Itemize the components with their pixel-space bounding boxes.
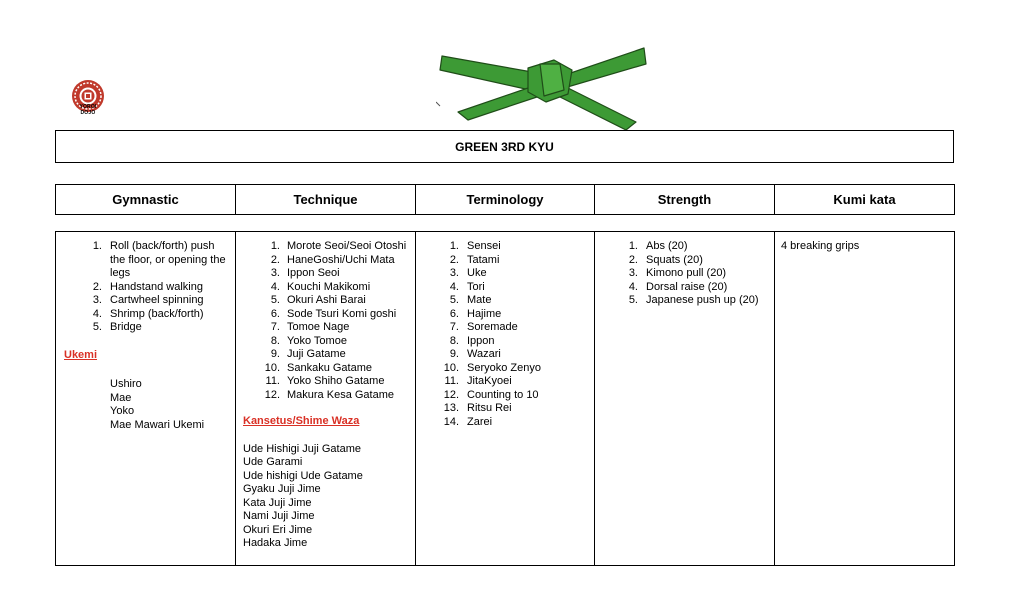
- list-item: 9. Wazari: [449, 348, 501, 360]
- title-box: [55, 130, 954, 163]
- list-item: 5. Bridge: [92, 321, 142, 333]
- list-item: Yoko: [110, 405, 135, 417]
- list-item: 4. Tori: [449, 280, 485, 293]
- list-item: 2. HaneGoshi/Uchi Mata: [270, 253, 395, 266]
- list-item: 6. Hajime: [449, 307, 502, 320]
- list-item: Nami Juji Jime: [243, 510, 315, 522]
- list-item: 1. Sensei: [449, 240, 501, 252]
- kumi-kata-text: 4 breaking grips: [781, 240, 860, 252]
- list-item: 7. Tomoe Nage: [270, 321, 350, 333]
- list-item: Ude Garami: [243, 456, 303, 468]
- list-item: 3. Ippon Seoi: [270, 267, 340, 279]
- cell-gymnastic: [56, 232, 236, 565]
- list-item: 5. Mate: [449, 294, 492, 306]
- list-item: 5. Japanese push up (20): [628, 294, 759, 306]
- logo-text-line2: DOJO: [80, 109, 96, 116]
- list-item: 1. Abs (20): [628, 240, 688, 252]
- list-item: Ude hishigi Ude Gatame: [243, 469, 363, 482]
- list-item: Gyaku Juji Jime: [243, 483, 321, 495]
- cell-kumi-kata: [775, 232, 954, 565]
- list-item: 3. Kimono pull (20): [628, 267, 727, 279]
- header-strength: Strength: [595, 185, 775, 214]
- list-item: Kata Juji Jime: [243, 496, 312, 509]
- list-item: Ushiro: [110, 378, 142, 390]
- list-item: 3. Uke: [449, 267, 487, 279]
- list-item: 4. Dorsal raise (20): [628, 280, 728, 293]
- list-item: 8. Yoko Tomoe: [270, 334, 347, 347]
- gymnastic-list: [64, 240, 227, 335]
- list-item: 2. Handstand walking: [92, 280, 203, 293]
- list-item: 1. Roll (back/forth) push the floor, or opening the legs: [92, 240, 226, 279]
- table-header-row: [55, 184, 955, 215]
- list-item: Okuri Eri Jime: [243, 523, 313, 536]
- strength-list: [600, 240, 766, 308]
- list-item: 2. Squats (20): [628, 253, 703, 266]
- list-item: 12. Makura Kesa Gatame: [264, 388, 394, 401]
- header-kumi-kata: Kumi kata: [833, 192, 896, 207]
- list-item: Hadaka Jime: [243, 537, 308, 549]
- cell-terminology: [416, 232, 595, 565]
- list-item: 10. Sankaku Gatame: [264, 361, 372, 374]
- page-title: GREEN 3RD KYU: [455, 139, 554, 154]
- list-item: 3. Cartwheel spinning: [92, 294, 204, 306]
- ukemi-list: [64, 378, 227, 432]
- list-item: 11. JitaKyoei: [444, 375, 512, 387]
- header-terminology: Terminology: [416, 185, 595, 214]
- list-item: Mae: [110, 391, 132, 404]
- list-item: 7. Soremade: [449, 321, 518, 333]
- ukemi-heading: Ukemi: [64, 348, 98, 361]
- green-belt-icon: [436, 42, 650, 132]
- list-item: Ude Hishigi Juji Gatame: [243, 442, 361, 455]
- list-item: 10. Seryoko Zenyo: [443, 361, 541, 374]
- header-gymnastic: Gymnastic: [56, 185, 236, 214]
- cell-strength: [595, 232, 775, 565]
- terminology-list: [421, 240, 586, 429]
- list-item: 9. Juji Gatame: [270, 348, 346, 360]
- list-item: 4. Kouchi Makikomi: [270, 280, 371, 293]
- cell-technique: [236, 232, 416, 565]
- list-item: 4. Shrimp (back/forth): [92, 307, 204, 320]
- list-item: 11. Yoko Shiho Gatame: [265, 375, 385, 387]
- list-item: 5. Okuri Ashi Barai: [270, 294, 366, 306]
- kansetsu-shime-waza-heading: Kansetus/Shime Waza: [243, 415, 360, 427]
- logo-text-line1: YOROI: [79, 104, 97, 110]
- table-content-row: [55, 231, 955, 566]
- technique-list: [243, 240, 407, 402]
- list-item: 1. Morote Seoi/Seoi Otoshi: [270, 240, 407, 252]
- list-item: 8. Ippon: [449, 334, 495, 347]
- kansetsu-shime-waza-list: [243, 443, 407, 551]
- list-item: 13. Ritsu Rei: [443, 402, 512, 414]
- header-technique: Technique: [236, 185, 416, 214]
- logo-text: [70, 105, 106, 116]
- list-item: Mae Mawari Ukemi: [110, 418, 205, 431]
- list-item: 2. Tatami: [449, 253, 500, 266]
- list-item: 12. Counting to 10: [443, 388, 539, 401]
- list-item: 6. Sode Tsuri Komi goshi: [270, 307, 397, 320]
- list-item: 14. Zarei: [443, 415, 493, 428]
